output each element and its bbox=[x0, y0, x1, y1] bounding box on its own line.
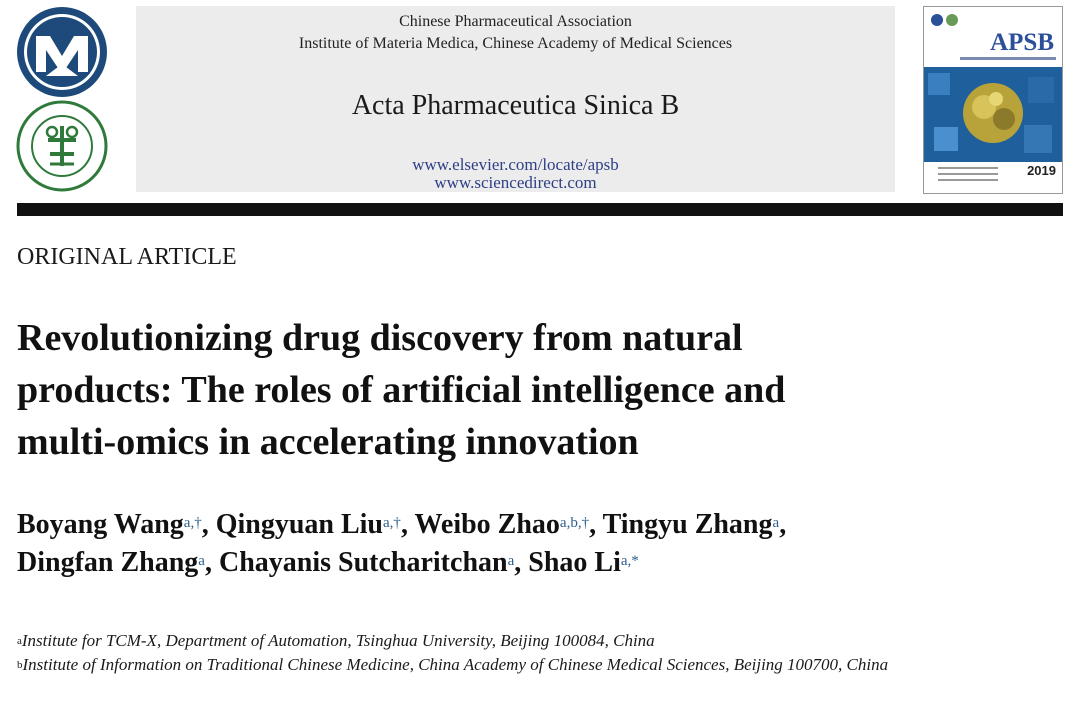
author[interactable]: Boyang Wang$^{a,\dagger}$ bbox=[17, 509, 202, 540]
cover-badge-icon bbox=[930, 13, 960, 27]
author[interactable]: Qingyuan Liu$^{a,\dagger}$ bbox=[215, 509, 401, 540]
affiliation-b: $^b$Institute of Information on Traditional Chinese Medicine, China Academy of Chinese Medical Sciences, Beijing 100700, China bbox=[17, 655, 889, 674]
author[interactable]: Tingyu Zhang$^a$ bbox=[602, 509, 780, 540]
association-name: Chinese Pharmaceutical Association bbox=[399, 13, 632, 30]
cover-year: 2019 bbox=[1027, 163, 1056, 178]
affiliations bbox=[17, 629, 917, 677]
institute-name: Institute of Materia Medica, Chinese Academy of Medical Sciences bbox=[298, 35, 733, 52]
author[interactable]: Chayanis Sutcharitchan$^a$ bbox=[218, 547, 515, 578]
article-title bbox=[17, 312, 1017, 468]
cover-title: APSB bbox=[990, 29, 1054, 56]
molecule-art-icon bbox=[924, 67, 1062, 162]
author[interactable]: Weibo Zhao$^{a,b,\dagger}$ bbox=[414, 509, 590, 540]
author[interactable]: Shao $Li^{a,*}$ bbox=[528, 547, 639, 578]
cover-artwork bbox=[924, 67, 1062, 162]
elsevier-link[interactable]: www.elsevier.com/locate/apsb bbox=[412, 155, 619, 174]
author-list: Boyang Wang$^{a,\dagger}$, Qingyuan Liu$^{a,\dagger}$, Weibo Zhao$^{a,b,\dagger}$, Tingyu Zhang$^a$, Dingfan Zhang$^a$, Chayanis Sutcharitchan$^a$, Shao $Li^{a,*}$ bbox=[17, 509, 787, 578]
header-divider bbox=[17, 203, 1063, 216]
title-line-1: Revolutionizing drug discovery from natural bbox=[17, 317, 743, 359]
publisher-logo-icon bbox=[16, 6, 108, 98]
title-line-3: multi-omics in accelerating innovation bbox=[17, 421, 639, 463]
sciencedirect-link[interactable]: www.sciencedirect.com bbox=[434, 173, 597, 192]
academy-seal-icon bbox=[16, 100, 108, 192]
article-type: ORIGINAL ARTICLE bbox=[17, 244, 237, 270]
journal-masthead bbox=[136, 6, 895, 192]
journal-cover-thumbnail bbox=[923, 6, 1063, 194]
journal-name: Acta Pharmaceutica Sinica B bbox=[351, 90, 680, 121]
title-line-2: products: The roles of artificial intelligence and bbox=[17, 369, 786, 411]
affiliation-a: $^a$Institute for TCM-X, Department of Automation, Tsinghua University, Beijing 100084, China bbox=[17, 631, 655, 650]
author[interactable]: Dingfan Zhang$^a$ bbox=[17, 547, 205, 578]
